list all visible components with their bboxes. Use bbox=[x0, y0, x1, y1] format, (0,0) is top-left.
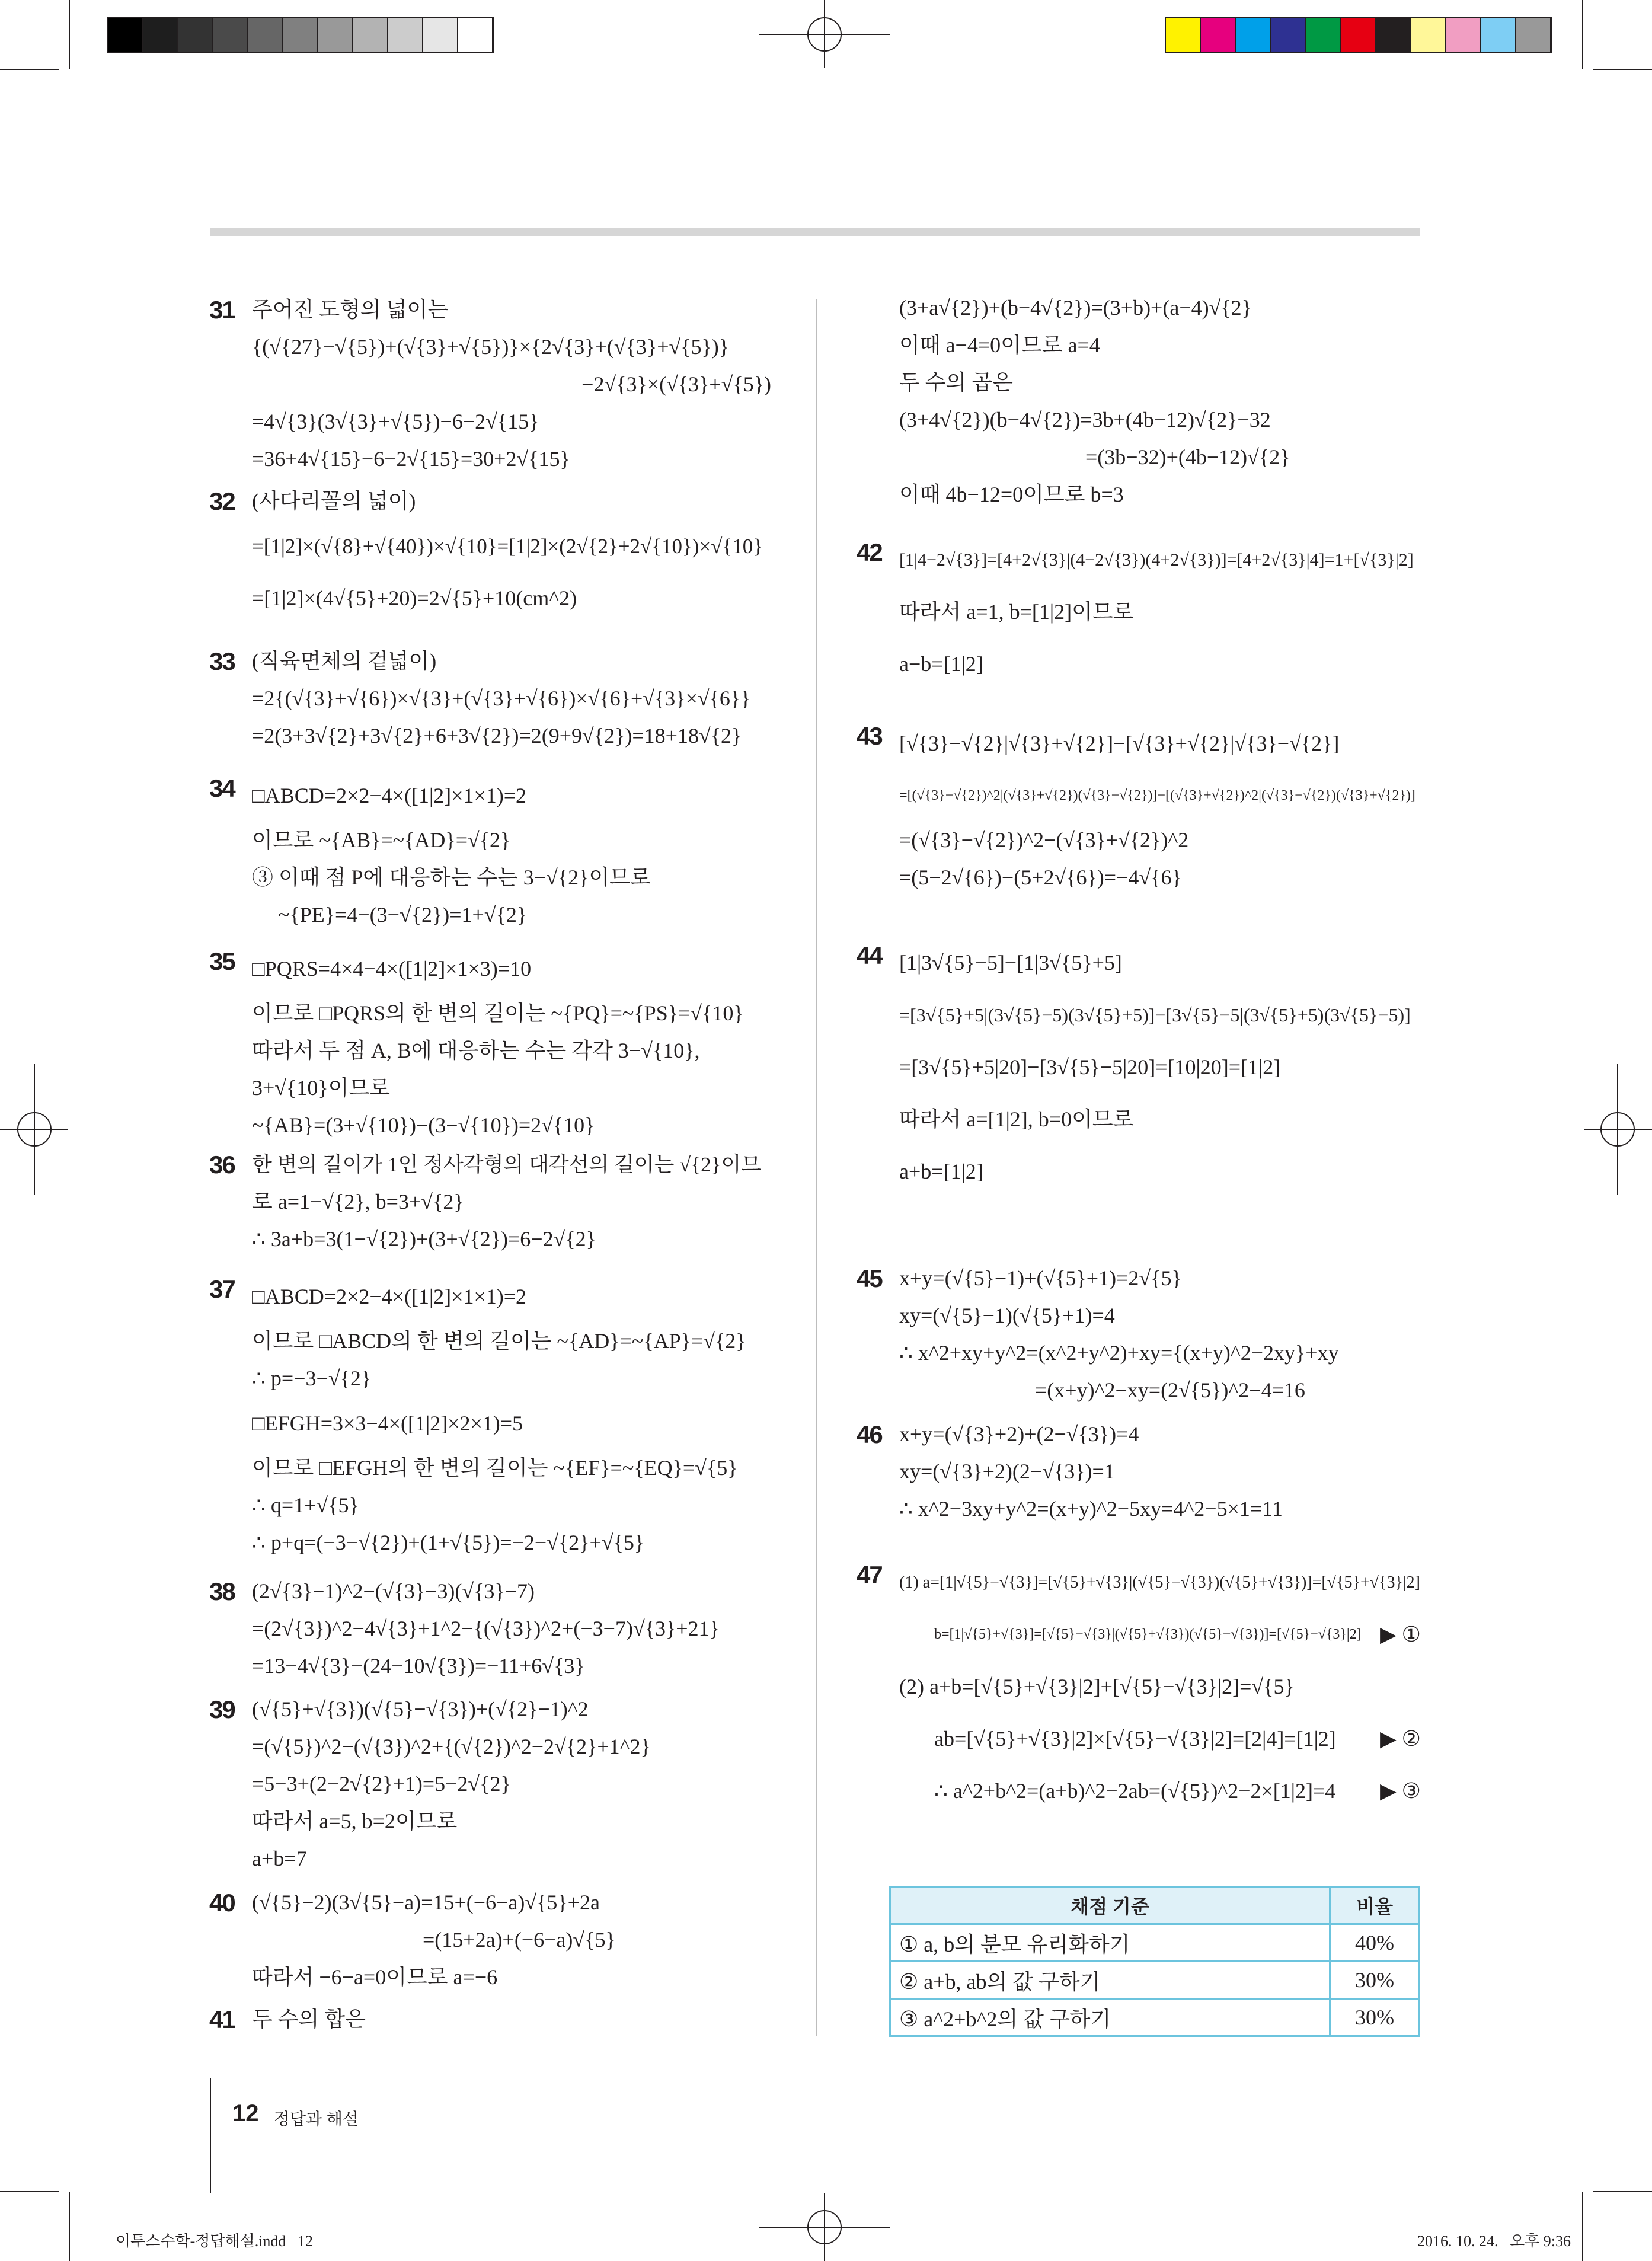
solution-line bbox=[252, 1146, 771, 1183]
solution-line bbox=[252, 520, 771, 572]
solution-text: =(5−2√{6})−(5+2√{6})=−4√{6} bbox=[899, 866, 1182, 889]
solution-text: □PQRS=4×4−4×([1|2]×1×3)=10 bbox=[252, 956, 532, 981]
solution-text: =(x+y)^2−xy=(2√{5})^2−4=16 bbox=[1035, 1378, 1305, 1402]
color-swatch bbox=[1516, 18, 1551, 52]
solution-text: ~{PE}=4−(3−√{2})=1+√{2} bbox=[278, 903, 528, 927]
solution-line bbox=[252, 680, 771, 717]
solution-42 bbox=[857, 534, 1421, 690]
solution-line bbox=[899, 1416, 1421, 1453]
solution-35 bbox=[209, 943, 771, 1144]
solution-34 bbox=[209, 769, 771, 934]
problem-number: 31 bbox=[209, 296, 235, 324]
criterion-cell: ① a, b의 분모 유리화하기 bbox=[890, 1924, 1330, 1962]
solution-text: 한 변의 길이가 1인 정사각형의 대각선의 길이는 √{2}이므 bbox=[252, 1153, 762, 1176]
solution-text: 3+√{10}이므로 bbox=[252, 1076, 390, 1100]
solution-text: 로 a=1−√{2}, b=3+√{2} bbox=[252, 1190, 464, 1213]
solution-line bbox=[252, 1647, 771, 1685]
solution-line bbox=[252, 291, 771, 328]
solution-line bbox=[252, 1270, 771, 1323]
solution-33 bbox=[209, 643, 771, 755]
solution-line bbox=[252, 1803, 771, 1840]
problem-number: 40 bbox=[209, 1889, 235, 1917]
solution-39 bbox=[209, 1691, 771, 1877]
solution-text: (직육면체의 겉넓이) bbox=[252, 649, 437, 673]
solution-line bbox=[899, 1713, 1421, 1765]
solution-line bbox=[252, 1487, 771, 1524]
color-swatch bbox=[283, 18, 318, 52]
solution-46 bbox=[857, 1416, 1421, 1528]
problem-number: 38 bbox=[209, 1577, 235, 1605]
solution-line bbox=[252, 1107, 771, 1144]
solution-text: ∴ q=1+√{5} bbox=[252, 1493, 359, 1517]
solution-text: x+y=(√{3}+2)+(2−√{3})=4 bbox=[899, 1422, 1139, 1446]
color-swatch bbox=[178, 18, 213, 52]
solution-text: □ABCD=2×2−4×([1|2]×1×1)=2 bbox=[252, 783, 527, 807]
solution-47 bbox=[857, 1556, 1421, 1817]
solution-text: [1|4−2√{3}]=[4+2√{3}|(4−2√{3})(4+2√{3})]=[4+2√{3}|4]=1+[√{3}|2] bbox=[899, 550, 1414, 570]
solution-text: [√{3}−√{2}|√{3}+√{2}]−[√{3}+√{2}|√{3}−√{2}] bbox=[899, 731, 1340, 755]
solution-line bbox=[899, 327, 1421, 364]
problem-number: 33 bbox=[209, 647, 235, 675]
solution-line bbox=[899, 1765, 1421, 1817]
solution-text: {(√{27}−√{5})+(√{3}+√{5})}×{2√{3}+(√{3}+√{5})} bbox=[252, 335, 730, 359]
table-header-row bbox=[890, 1887, 1420, 1924]
solution-text: (2√{3}−1)^2−(√{3}−3)(√{3}−7) bbox=[252, 1579, 535, 1603]
solution-text: =(15+2a)+(−6−a)√{5} bbox=[423, 1928, 616, 1952]
solution-text: ∴ p+q=(−3−√{2})+(1+√{5})=−2−√{2}+√{5} bbox=[252, 1531, 645, 1554]
solution-line bbox=[252, 1397, 771, 1449]
solution-line bbox=[899, 989, 1421, 1041]
solution-line bbox=[252, 572, 771, 624]
step-marker: ▶ ③ bbox=[1380, 1778, 1421, 1803]
solution-line bbox=[252, 1959, 771, 1996]
ratio-cell: 30% bbox=[1330, 1999, 1420, 2036]
solution-text: a−b=[1|2] bbox=[899, 652, 983, 676]
color-swatch bbox=[1306, 18, 1341, 52]
problem-number: 37 bbox=[209, 1275, 235, 1303]
color-swatch bbox=[1166, 18, 1201, 52]
problem-number: 45 bbox=[857, 1264, 882, 1292]
step-marker: ▶ ② bbox=[1380, 1726, 1421, 1751]
solution-line bbox=[252, 1524, 771, 1561]
solution-43 bbox=[857, 717, 1421, 896]
color-swatch bbox=[1236, 18, 1271, 52]
solution-text: [1|3√{5}−5]−[1|3√{5}+5] bbox=[899, 950, 1122, 975]
ratio-cell: 40% bbox=[1330, 1924, 1420, 1962]
solution-44 bbox=[857, 937, 1421, 1197]
solution-line bbox=[899, 1260, 1421, 1297]
solution-text: (√{5}+√{3})(√{5}−√{3})+(√{2}−1)^2 bbox=[252, 1697, 589, 1721]
solution-text: 따라서 a=1, b=[1|2]이므로 bbox=[899, 599, 1134, 624]
solution-line bbox=[252, 366, 771, 403]
solution-line bbox=[252, 403, 771, 440]
solution-line bbox=[899, 439, 1421, 476]
solution-text: =(2√{3})^2−4√{3}+1^2−{(√{3})^2+(−3−7)√{3}+21} bbox=[252, 1617, 720, 1640]
problem-number: 41 bbox=[209, 2005, 235, 2033]
problem-number: 34 bbox=[209, 774, 235, 802]
solution-text: ab=[√{5}+√{3}|2]×[√{5}−√{3}|2]=[2|4]=[1|2] bbox=[934, 1726, 1336, 1751]
solution-line bbox=[899, 1297, 1421, 1334]
solution-text: (사다리꼴의 넓이) bbox=[252, 489, 416, 513]
solution-36 bbox=[209, 1146, 771, 1258]
step-marker: ▶ ① bbox=[1380, 1622, 1421, 1646]
solution-line bbox=[252, 1032, 771, 1069]
solution-line bbox=[899, 586, 1421, 638]
solution-text: 따라서 a=[1|2], b=0이므로 bbox=[899, 1107, 1134, 1131]
solution-line bbox=[899, 1453, 1421, 1490]
solution-text: 이때 a−4=0이므로 a=4 bbox=[899, 333, 1100, 357]
solution-text: (1) a=[1|√{5}−√{3}]=[√{5}+√{3}|(√{5}−√{3})(√{5}+√{3})]=[√{5}+√{3}|2] bbox=[899, 1573, 1420, 1592]
solution-text: a+b=7 bbox=[252, 1847, 307, 1870]
solution-text: 이므로 □EFGH의 한 변의 길이는 ~{EF}=~{EQ}=√{5} bbox=[252, 1456, 738, 1480]
solution-line bbox=[252, 1921, 771, 1959]
solution-text: a+b=[1|2] bbox=[899, 1159, 983, 1183]
solution-line bbox=[252, 1840, 771, 1877]
table-row bbox=[890, 1999, 1420, 2036]
solution-line bbox=[252, 717, 771, 755]
solution-line bbox=[899, 364, 1421, 401]
solution-line bbox=[899, 1093, 1421, 1145]
solution-text: xy=(√{3}+2)(2−√{3})=1 bbox=[899, 1460, 1115, 1483]
problem-number: 39 bbox=[209, 1695, 235, 1723]
page-number: 12 bbox=[232, 2100, 259, 2126]
solution-31 bbox=[209, 291, 771, 478]
color-swatch bbox=[213, 18, 248, 52]
problem-number: 46 bbox=[857, 1420, 882, 1448]
table-row bbox=[890, 1924, 1420, 1962]
solution-37 bbox=[209, 1270, 771, 1561]
solution-text: ∴ x^2−3xy+y^2=(x+y)^2−5xy=4^2−5×1=11 bbox=[899, 1497, 1283, 1521]
solution-line bbox=[252, 1323, 771, 1360]
color-swatch bbox=[248, 18, 283, 52]
solution-text: 두 수의 합은 bbox=[252, 2007, 366, 2031]
solution-text: (2) a+b=[√{5}+√{3}|2]+[√{5}−√{3}|2]=√{5} bbox=[899, 1674, 1295, 1698]
color-swatch bbox=[1341, 18, 1376, 52]
header-ratio: 비율 bbox=[1330, 1887, 1420, 1924]
solution-line bbox=[252, 1573, 771, 1610]
solution-line bbox=[899, 1660, 1421, 1713]
color-swatch bbox=[1201, 18, 1236, 52]
process-color-bar bbox=[1165, 17, 1552, 53]
solution-line bbox=[899, 1372, 1421, 1409]
problem-number: 43 bbox=[857, 722, 882, 750]
problem-number: 35 bbox=[209, 947, 235, 975]
solution-text: =[1|2]×(4√{5}+20)=2√{5}+10(cm^2) bbox=[252, 586, 577, 610]
solution-text: 이므로 □PQRS의 한 변의 길이는 ~{PQ}=~{PS}=√{10} bbox=[252, 1001, 744, 1025]
color-swatch bbox=[1376, 18, 1411, 52]
solution-line bbox=[252, 896, 771, 934]
solution-line bbox=[252, 1360, 771, 1397]
solution-text: ~{AB}=(3+√{10})−(3−√{10})=2√{10} bbox=[252, 1113, 595, 1137]
solution-text: =[(√{3}−√{2})^2|(√{3}+√{2})(√{3}−√{2})]−[(√{3}+√{2})^2|(√{3}−√{2})(√{3}+√{2})] bbox=[899, 787, 1415, 803]
problem-number: 47 bbox=[857, 1561, 882, 1589]
solution-text: 따라서 a=5, b=2이므로 bbox=[252, 1809, 458, 1833]
solution-text: (√{5}−2)(3√{5}−a)=15+(−6−a)√{5}+2a bbox=[252, 1890, 600, 1914]
solution-line bbox=[252, 822, 771, 859]
solution-line bbox=[899, 534, 1421, 586]
color-swatch bbox=[1446, 18, 1481, 52]
solution-text: =36+4√{15}−6−2√{15}=30+2√{15} bbox=[252, 447, 570, 471]
solution-text: b=[1|√{5}+√{3}]=[√{5}−√{3}|(√{5}+√{3})(√{5}−√{3})]=[√{5}−√{3}|2] bbox=[934, 1626, 1362, 1642]
solution-text: □EFGH=3×3−4×([1|2]×2×1)=5 bbox=[252, 1411, 523, 1435]
solution-line bbox=[899, 1490, 1421, 1528]
solution-line bbox=[899, 638, 1421, 690]
solution-text: =4√{3}(3√{3}+√{5})−6−2√{15} bbox=[252, 410, 539, 433]
solution-text: ∴ a^2+b^2=(a+b)^2−2ab=(√{5})^2−2×[1|2]=4 bbox=[934, 1778, 1336, 1803]
solution-text: ∴ p=−3−√{2} bbox=[252, 1366, 372, 1390]
problem-number: 44 bbox=[857, 941, 882, 969]
solution-text: =(√{5})^2−(√{3})^2+{(√{2})^2−2√{2}+1^2} bbox=[252, 1735, 651, 1758]
solution-line bbox=[899, 1041, 1421, 1093]
solution-line bbox=[899, 1334, 1421, 1372]
solution-32 bbox=[209, 483, 771, 624]
solution-text: 이므로 □ABCD의 한 변의 길이는 ~{AD}=~{AP}=√{2} bbox=[252, 1329, 746, 1353]
criterion-cell: ② a+b, ab의 값 구하기 bbox=[890, 1962, 1330, 1999]
footer-title: 정답과 해설 bbox=[274, 2110, 359, 2128]
color-swatch bbox=[143, 18, 178, 52]
solution-45 bbox=[857, 1260, 1421, 1409]
solution-40 bbox=[209, 1884, 771, 1996]
solution-line bbox=[252, 769, 771, 822]
solution-line bbox=[899, 476, 1421, 513]
solution-line bbox=[252, 943, 771, 995]
solution-text: =[3√{5}+5|20]−[3√{5}−5|20]=[10|20]=[1|2] bbox=[899, 1055, 1281, 1079]
solution-text: =5−3+(2−2√{2}+1)=5−2√{2} bbox=[252, 1772, 511, 1796]
solution-line bbox=[252, 328, 771, 366]
solution-line bbox=[899, 289, 1421, 327]
criterion-cell: ③ a^2+b^2의 값 구하기 bbox=[890, 1999, 1330, 2036]
solution-text: ∴ 3a+b=3(1−√{2})+(3+√{2})=6−2√{2} bbox=[252, 1227, 596, 1251]
table-row bbox=[890, 1962, 1420, 1999]
solution-line bbox=[899, 822, 1421, 859]
solution-line bbox=[899, 769, 1421, 822]
column-divider bbox=[816, 299, 817, 2036]
solution-text: 두 수의 곱은 bbox=[899, 371, 1013, 394]
solution-41 bbox=[209, 2001, 771, 2038]
solution-text: =(3b−32)+(4b−12)√{2} bbox=[1085, 445, 1290, 469]
solution-line bbox=[252, 1183, 771, 1221]
solution-line bbox=[899, 859, 1421, 896]
header-rule bbox=[210, 228, 1420, 236]
solution-line bbox=[252, 1691, 771, 1728]
solution-line bbox=[899, 937, 1421, 989]
solution-text: ③ 이때 점 P에 대응하는 수는 3−√{2}이므로 bbox=[252, 866, 651, 889]
solution-text: −2√{3}×(√{3}+√{5}) bbox=[581, 372, 771, 396]
solution-text: 주어진 도형의 넓이는 bbox=[252, 298, 448, 321]
grayscale-color-bar bbox=[107, 17, 494, 53]
solution-line bbox=[252, 1449, 771, 1487]
solution-line bbox=[252, 1610, 771, 1647]
solution-line bbox=[899, 1145, 1421, 1197]
solution-text: =2{(√{3}+√{6})×√{3}+(√{3}+√{6})×√{6}+√{3}×√{6}} bbox=[252, 686, 751, 710]
solution-line bbox=[252, 1728, 771, 1765]
ratio-cell: 30% bbox=[1330, 1962, 1420, 1999]
solution-line bbox=[252, 483, 771, 520]
solution-continued bbox=[899, 289, 1421, 513]
solution-text: x+y=(√{5}−1)+(√{5}+1)=2√{5} bbox=[899, 1266, 1182, 1290]
slug-datetime: 2016. 10. 24. 오후 9:36 bbox=[1417, 2233, 1571, 2250]
color-swatch bbox=[458, 18, 493, 52]
color-swatch bbox=[1271, 18, 1306, 52]
color-swatch bbox=[318, 18, 353, 52]
solution-line bbox=[899, 717, 1421, 769]
solution-text: (3+a√{2})+(b−4√{2})=(3+b)+(a−4)√{2} bbox=[899, 296, 1252, 320]
header-criterion: 채점 기준 bbox=[890, 1887, 1330, 1924]
solution-line bbox=[252, 1221, 771, 1258]
color-swatch bbox=[1411, 18, 1446, 52]
solution-38 bbox=[209, 1573, 771, 1685]
solution-line bbox=[252, 440, 771, 478]
solution-line bbox=[252, 995, 771, 1032]
solution-line bbox=[252, 1884, 771, 1921]
solution-line bbox=[899, 401, 1421, 439]
solution-text: 따라서 두 점 A, B에 대응하는 수는 각각 3−√{10}, bbox=[252, 1039, 700, 1062]
solution-text: xy=(√{5}−1)(√{5}+1)=4 bbox=[899, 1304, 1115, 1327]
slug-filename: 이투스수학-정답해설.indd 12 bbox=[116, 2233, 313, 2250]
solution-text: =[3√{5}+5|(3√{5}−5)(3√{5}+5)]−[3√{5}−5|(3√{5}+5)(3√{5}−5)] bbox=[899, 1004, 1411, 1026]
problem-number: 32 bbox=[209, 487, 235, 515]
color-swatch bbox=[1481, 18, 1516, 52]
solution-line bbox=[252, 1069, 771, 1107]
solution-line bbox=[252, 2001, 771, 2038]
solution-text: □ABCD=2×2−4×([1|2]×1×1)=2 bbox=[252, 1284, 527, 1308]
problem-number: 42 bbox=[857, 538, 882, 566]
solution-line bbox=[252, 859, 771, 896]
solution-text: 이므로 ~{AB}=~{AD}=√{2} bbox=[252, 828, 511, 852]
solution-text: ∴ x^2+xy+y^2=(x^2+y^2)+xy={(x+y)^2−2xy}+xy bbox=[899, 1341, 1339, 1365]
solution-text: =13−4√{3}−(24−10√{3})=−11+6√{3} bbox=[252, 1654, 585, 1678]
solution-text: 이때 4b−12=0이므로 b=3 bbox=[899, 483, 1124, 506]
solution-line bbox=[252, 643, 771, 680]
color-swatch bbox=[388, 18, 423, 52]
solution-line bbox=[899, 1556, 1421, 1608]
solution-text: =(√{3}−√{2})^2−(√{3}+√{2})^2 bbox=[899, 828, 1189, 852]
solution-text: =[1|2]×(√{8}+√{40})×√{10}=[1|2]×(2√{2}+2√{10})×√{10} bbox=[252, 534, 763, 558]
solution-text: =2(3+3√{2}+3√{2}+6+3√{2})=2(9+9√{2})=18+18√{2} bbox=[252, 724, 742, 748]
grading-criteria-table bbox=[889, 1886, 1420, 2037]
solution-text: (3+4√{2})(b−4√{2})=3b+(4b−12)√{2}−32 bbox=[899, 408, 1271, 432]
solution-line bbox=[252, 1765, 771, 1803]
solution-line bbox=[899, 1608, 1421, 1660]
problem-number: 36 bbox=[209, 1151, 235, 1179]
solution-text: 따라서 −6−a=0이므로 a=−6 bbox=[252, 1965, 498, 1989]
color-swatch bbox=[353, 18, 388, 52]
color-swatch bbox=[108, 18, 143, 52]
color-swatch bbox=[423, 18, 458, 52]
